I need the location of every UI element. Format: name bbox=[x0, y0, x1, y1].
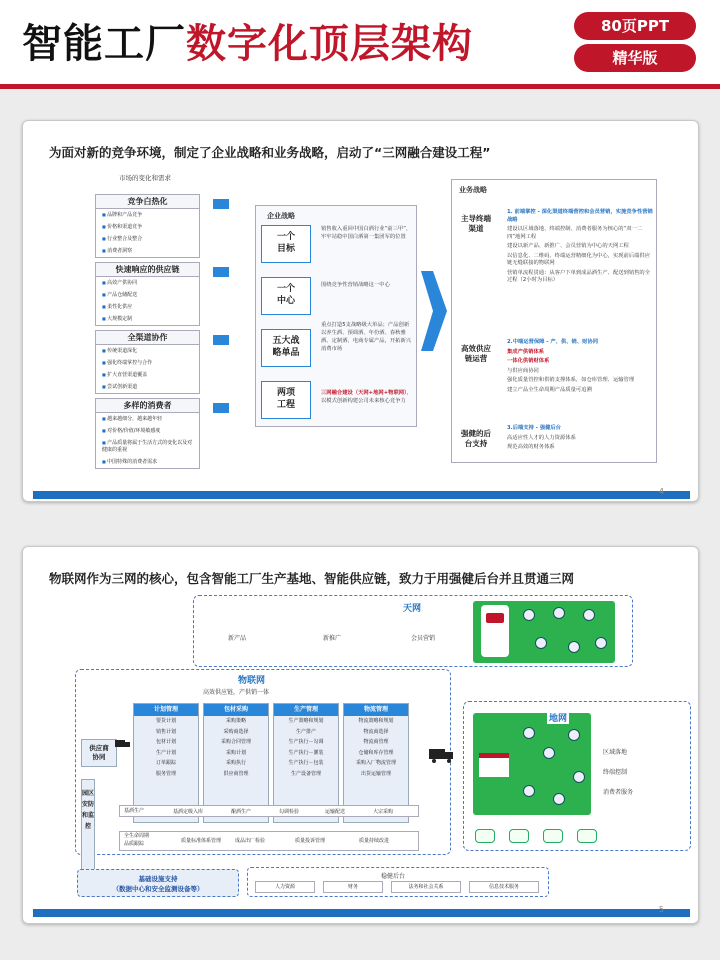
card-goal-text: 销售收入重回中国白酒行业“前三甲”，牢牢站稳中国白酒第一集团军的位置 bbox=[321, 226, 412, 240]
tw-item: 新产品 bbox=[228, 635, 247, 642]
node-icon bbox=[568, 729, 580, 741]
group-competition bbox=[95, 194, 200, 258]
arrow-marker bbox=[213, 267, 229, 277]
market-label: 市场的变化和需求 bbox=[119, 174, 171, 182]
node-icon bbox=[553, 793, 565, 805]
quality-cell: 质量标准体系管理 bbox=[181, 838, 222, 844]
title-dark: 智能工厂 bbox=[22, 21, 186, 67]
main-title bbox=[22, 12, 473, 69]
store-icon bbox=[475, 829, 495, 843]
stage-item: 包材计划 bbox=[155, 739, 176, 745]
stage-item: 采购策略 bbox=[225, 718, 246, 724]
biz-bullet: 与供应商协同 bbox=[507, 367, 539, 374]
title-red: 数字化顶层架构 bbox=[186, 21, 473, 67]
strategy-label: 企业战略 bbox=[267, 212, 295, 220]
node-icon bbox=[543, 747, 555, 759]
slide2-footer-bar bbox=[33, 909, 690, 917]
base-cell: 运输配送 bbox=[325, 809, 346, 815]
header bbox=[0, 0, 720, 80]
biz-bullet: 建设以区域落地、终端控制、消费者服务为核心的“双一二四”地网工程 bbox=[507, 226, 643, 240]
tw-item: 新推广 bbox=[323, 635, 342, 642]
node-icon bbox=[523, 727, 535, 739]
supplier-box: 供应商 协同 bbox=[81, 739, 117, 767]
stage-head: 生产管理 bbox=[274, 704, 338, 716]
stage-item: 生产执行－包装 bbox=[288, 760, 324, 766]
quality-cell: 成品出厂检验 bbox=[235, 838, 266, 844]
project-highlight: 三网融合建设（天网+地网+物联网） bbox=[321, 390, 407, 396]
quality-cell: 质量持续改进 bbox=[359, 838, 390, 844]
stage-head: 计划管理 bbox=[134, 704, 198, 716]
group-item: ■ 品牌和产品竞争 bbox=[96, 209, 199, 221]
backend-item: 信息技术服务 bbox=[469, 881, 539, 893]
phone-icon bbox=[481, 605, 509, 657]
backend-title: 稳健后台 bbox=[381, 873, 406, 880]
base-cell: 勾调检验 bbox=[279, 809, 300, 815]
label-terminal: 主导终端 渠道 bbox=[461, 214, 491, 233]
base-cell: 酿酒生产 bbox=[231, 809, 252, 815]
group-head: 多样的消费者 bbox=[96, 399, 199, 413]
stage-item: 出货运输管理 bbox=[360, 770, 391, 777]
project-desc: ，以模式创新构建公司未来核心竞争力 bbox=[321, 390, 412, 404]
node-icon bbox=[553, 607, 565, 619]
biz-red: 集成产供销体系 bbox=[507, 348, 545, 355]
diwang-label: 地网 bbox=[547, 711, 569, 724]
stage-item: 采购合同管理 bbox=[220, 739, 251, 745]
backend-item: 法务和社会关系 bbox=[391, 881, 461, 893]
biz-section-2 bbox=[507, 339, 653, 394]
backend-item: 人力资源 bbox=[255, 881, 315, 893]
group-head: 快速响应的供应链 bbox=[96, 263, 199, 277]
stage-item: 物流商选择 bbox=[363, 728, 389, 735]
slide-iot bbox=[22, 546, 699, 924]
quality-row-label: 全生命周期 品质跟踪 bbox=[124, 833, 150, 847]
group-item: ■ 中国特殊的消费者需求 bbox=[96, 456, 199, 468]
wulianwang-label: 物联网 bbox=[238, 676, 266, 686]
slide1-page-number: 4 bbox=[658, 487, 664, 496]
biz-bullet: 以信息化、二维码、终端运营精细化为中心，实现前后端供应链无缝联接的物联网 bbox=[507, 252, 651, 266]
biz-bullet: 营销单流程贯通：从客户下单到成品酒生产、配送到销售的全过程（2小时为目标） bbox=[507, 269, 651, 283]
stage-item: 采购入厂物流管理 bbox=[355, 760, 396, 766]
park-security-box: 园区安防和监控 bbox=[81, 779, 95, 877]
arrow-marker bbox=[213, 199, 229, 209]
store-icon bbox=[577, 829, 597, 843]
stage-item: 生产设备管理 bbox=[290, 770, 321, 777]
biz-bullet: 规范高效的财务体系 bbox=[507, 444, 555, 450]
group-head: 竞争白热化 bbox=[96, 195, 199, 209]
label-supply: 高效供应 链运营 bbox=[461, 344, 491, 363]
quality-cell: 质量投诉管理 bbox=[295, 838, 326, 844]
node-icon bbox=[568, 641, 580, 653]
card-center-text: 围绕竞争性营销战略这一中心 bbox=[321, 282, 390, 288]
stage-item: 生产计划 bbox=[155, 749, 176, 756]
biz-bullet: 建设以新产品、新推广、会员营销为中心的天网工程 bbox=[507, 243, 629, 249]
stage-item: 生产执行－勾调 bbox=[288, 739, 324, 745]
backend-item: 财务 bbox=[323, 881, 383, 893]
stage-head: 包材采购 bbox=[204, 704, 268, 716]
tianwang-label: 天网 bbox=[403, 604, 422, 614]
arrow-marker bbox=[213, 403, 229, 413]
slide-strategy bbox=[22, 120, 699, 502]
card-projects-text bbox=[321, 389, 413, 405]
node-icon bbox=[523, 609, 535, 621]
biz-section-1 bbox=[507, 209, 653, 285]
card-center: 一个 中心 bbox=[261, 277, 311, 315]
arrow-marker bbox=[213, 335, 229, 345]
biz-section-3 bbox=[507, 425, 653, 452]
group-supply bbox=[95, 262, 200, 326]
delivery-truck-icon bbox=[429, 747, 455, 763]
biz-bullet: 建立产品全生命周期产品质量可追溯 bbox=[507, 386, 592, 393]
group-consumer bbox=[95, 398, 200, 469]
card-projects: 两项 工程 bbox=[261, 381, 311, 419]
dw-item: 消费者服务 bbox=[603, 789, 634, 796]
label-backend: 强健的后 台支持 bbox=[461, 429, 491, 448]
slide1-footer-bar bbox=[33, 491, 690, 499]
group-channel bbox=[95, 330, 200, 394]
wulianwang-sub: 高效供应链，产供销一体 bbox=[203, 689, 270, 696]
node-icon bbox=[595, 637, 607, 649]
biz-bullet: 高适应性人才的人力资源体系 bbox=[507, 434, 576, 441]
stage-item: 供应商管理 bbox=[223, 770, 249, 777]
base-row-label: 基酒生产 bbox=[124, 808, 145, 814]
slide2-title: 物联网作为三网的核心，包含智能工厂生产基地、智能供应链，致力于用强健后台并且贯通三网 bbox=[49, 571, 575, 586]
biz-label: 业务战略 bbox=[459, 186, 487, 194]
group-item: ■ 消费者洞察 bbox=[96, 245, 199, 257]
slide1-title: 为面对新的竞争环境，制定了企业战略和业务战略，启动了“三网融合建设工程” bbox=[49, 145, 491, 160]
node-icon bbox=[523, 785, 535, 797]
group-item: ■ 行业整合及整合 bbox=[96, 233, 199, 245]
stage-item: 销售计划 bbox=[155, 728, 176, 735]
group-item: ■ 产品质量将属于生活方式的变化以及对健康的重视 bbox=[96, 437, 199, 456]
group-item: ■ 扩大直营渠道覆盖 bbox=[96, 369, 199, 381]
stage-item: 要货计划 bbox=[155, 718, 176, 724]
stage-item: 服务管理 bbox=[155, 770, 176, 777]
group-item: ■ 越来越细分，越来越年轻 bbox=[96, 413, 199, 425]
node-icon bbox=[535, 637, 547, 649]
card-goal: 一个 目标 bbox=[261, 225, 311, 263]
group-item: ■ 柔性化供应 bbox=[96, 301, 199, 313]
big-arrow-icon bbox=[421, 271, 447, 351]
group-item: ■ 尝试创新渠道 bbox=[96, 381, 199, 393]
store-icon bbox=[509, 829, 529, 843]
stage-item: 采购计划 bbox=[225, 749, 246, 756]
biz-head: 1. 前端掌控 - 深化渠道终端营控和会员营销，实施竞争性营销战略 bbox=[507, 209, 653, 223]
stage-item: 生产执行－灌装 bbox=[288, 749, 324, 756]
slide2-page-number: 5 bbox=[658, 905, 664, 914]
card-products: 五大战 略单品 bbox=[261, 329, 311, 367]
truck-icon bbox=[115, 739, 131, 749]
biz-red: 一体化供销财体系 bbox=[507, 358, 550, 364]
store-icon bbox=[543, 829, 563, 843]
stage-item: 生产排产 bbox=[295, 728, 316, 735]
stage-item: 仓储和库存管理 bbox=[358, 749, 394, 756]
stage-item: 物流策略和规划 bbox=[358, 718, 394, 724]
group-item: ■ 对价格/价值/环境敏感度 bbox=[96, 425, 199, 437]
stage-item: 采购执行 bbox=[225, 760, 246, 766]
stage-item: 订单跟踪 bbox=[155, 760, 176, 766]
biz-head: 3.后端支持 - 强健后台 bbox=[507, 425, 561, 431]
stage-item: 物流商管理 bbox=[363, 739, 389, 745]
node-icon bbox=[583, 609, 595, 621]
stage-item: 采购商选择 bbox=[223, 728, 249, 735]
group-item: ■ 大规模定制 bbox=[96, 313, 199, 325]
base-cell: 基酒定级入库 bbox=[173, 809, 204, 815]
base-cell: 大宗采购 bbox=[373, 809, 394, 815]
dw-item: 终端控制 bbox=[603, 769, 628, 776]
group-head: 全渠道协作 bbox=[96, 331, 199, 345]
stage-item: 生产策略和规划 bbox=[288, 718, 324, 724]
biz-bullet: 强化质量管控和供销支撑体系，如仓库管理、运输管理 bbox=[507, 377, 635, 383]
infra-box: 基础设施支持 （数据中心和安全监测设备等） bbox=[77, 869, 239, 897]
badge-pages: 80页PPT bbox=[574, 12, 696, 40]
group-item: ■ 产品仓储配送 bbox=[96, 289, 199, 301]
tw-item: 会员营销 bbox=[411, 635, 436, 642]
card-products-text: 重点打造5支战略级大单品；产品创新以养生酒、预调酒、年份酒、春秋雅酒、定制酒、电商专属产品，开拓新兴消费市场 bbox=[321, 322, 412, 352]
badge-edition: 精华版 bbox=[574, 44, 696, 72]
dw-item: 区域落地 bbox=[603, 749, 628, 756]
group-item: ■ 高效产供协同 bbox=[96, 277, 199, 289]
group-item: ■ 强化终端掌控与合作 bbox=[96, 357, 199, 369]
shop-icon bbox=[479, 753, 509, 777]
stage-head: 物流管理 bbox=[344, 704, 408, 716]
node-icon bbox=[573, 771, 585, 783]
biz-head: 2.中端运营保障 - 产、供、销、财协同 bbox=[507, 339, 599, 345]
group-item: ■ 传统渠道深化 bbox=[96, 345, 199, 357]
group-item: ■ 价格和渠道竞争 bbox=[96, 221, 199, 233]
